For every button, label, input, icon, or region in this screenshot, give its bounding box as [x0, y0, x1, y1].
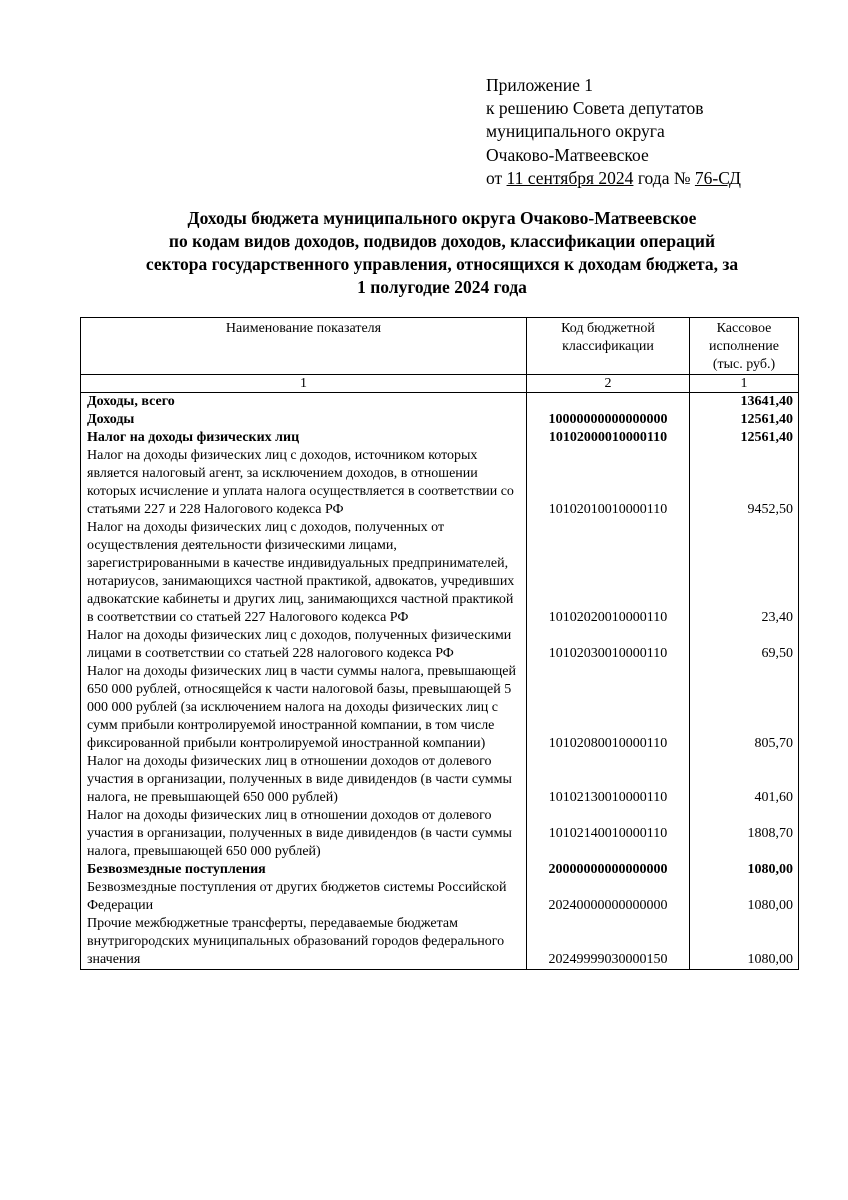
row-amount: 9452,50	[690, 447, 799, 519]
table-row	[81, 807, 799, 861]
row-name: Доходы	[81, 411, 527, 429]
row-name: Налог на доходы физических лиц с доходов, полученных от осуществления деятельности физическими лицами, зарегистрированными в качестве индивидуальных предпринимателей, нотариусов, занимающихся частной практикой, адвокатов, учредивших адвокатские кабинеты и других лиц, занимающихся частной практикой в соответствии со статьей 227 Налогового кодекса РФ	[81, 519, 527, 627]
table-row	[81, 393, 799, 412]
row-code: 10102010010000110	[527, 447, 690, 519]
row-name: Доходы, всего	[81, 393, 527, 412]
table-body	[81, 393, 799, 970]
income-table	[80, 317, 799, 970]
row-name: Безвозмездные поступления от других бюджетов системы Российской Федерации	[81, 879, 527, 915]
row-amount: 23,40	[690, 519, 799, 627]
title-line: 1 полугодие 2024 года	[357, 277, 527, 297]
row-code: 10102080010000110	[527, 663, 690, 753]
row-amount: 69,50	[690, 627, 799, 663]
appendix-line: Приложение 1	[486, 75, 594, 95]
appendix-line: муниципального округа	[486, 121, 665, 142]
date-number-separator: года №	[633, 167, 695, 188]
table-row	[81, 663, 799, 753]
header-name: Наименование показателя	[81, 318, 527, 375]
title-line: сектора государственного управления, относящихся к доходам бюджета, за	[145, 254, 739, 274]
column-number: 1	[81, 375, 527, 393]
date-prefix: от	[486, 167, 507, 188]
table-row	[81, 861, 799, 879]
row-code: 10102130010000110	[527, 753, 690, 807]
table-row	[81, 879, 799, 915]
header-amount: Кассовое исполнение (тыс. руб.)	[690, 318, 799, 375]
header-code: Код бюджетной классификации	[527, 318, 690, 375]
row-name: Налог на доходы физических лиц в части суммы налога, превышающей 650 000 рублей, относящейся к части налоговой базы, превышающей 5 000 000 рублей (за исключением налога на доходы физических лиц с сумм прибыли контролируемой иностранной компании, в том числе фиксированной прибыли контролируемой иностранной компании)	[81, 663, 527, 753]
row-code: 20000000000000000	[527, 861, 690, 879]
row-amount: 1808,70	[690, 807, 799, 861]
row-amount: 12561,40	[690, 411, 799, 429]
table-row	[81, 519, 799, 627]
appendix-line: к решению Совета депутатов	[486, 98, 704, 119]
row-code: 10102140010000110	[527, 807, 690, 861]
row-amount: 805,70	[690, 663, 799, 753]
row-code: 10102020010000110	[527, 519, 690, 627]
row-code: 10102030010000110	[527, 627, 690, 663]
table-row	[81, 411, 799, 429]
row-name: Налог на доходы физических лиц с доходов, полученных физическими лицами в соответствии со статьей 228 налогового кодекса РФ	[81, 627, 527, 663]
appendix-line: Очаково-Матвеевское	[486, 144, 649, 165]
row-name: Налог на доходы физических лиц в отношении доходов от долевого участия в организации, полученных в виде дивидендов (в части суммы налога, превышающей 650 000 рублей)	[81, 807, 527, 861]
table-row	[81, 447, 799, 519]
title-line: Доходы бюджета муниципального округа Очаково-Матвеевское	[187, 208, 697, 228]
appendix-block	[486, 74, 741, 190]
row-code: 20240000000000000	[527, 879, 690, 915]
row-code: 20249999030000150	[527, 915, 690, 970]
row-amount: 13641,40	[690, 393, 799, 412]
table-row	[81, 753, 799, 807]
decision-number: 76-СД	[694, 167, 741, 188]
row-name: Налог на доходы физических лиц в отношении доходов от долевого участия в организации, полученных в виде дивидендов (в части суммы налога, не превышающей 650 000 рублей)	[81, 753, 527, 807]
row-amount: 12561,40	[690, 429, 799, 447]
column-number: 2	[527, 375, 690, 393]
row-code: 10000000000000000	[527, 411, 690, 429]
document-title	[84, 207, 800, 299]
table-row	[81, 915, 799, 970]
row-amount: 1080,00	[690, 861, 799, 879]
row-name: Безвозмездные поступления	[81, 861, 527, 879]
row-code	[527, 393, 690, 412]
row-amount: 1080,00	[690, 915, 799, 970]
row-amount: 1080,00	[690, 879, 799, 915]
row-name: Прочие межбюджетные трансферты, передаваемые бюджетам внутригородских муниципальных образований городов федерального значения	[81, 915, 527, 970]
row-code: 10102000010000110	[527, 429, 690, 447]
title-line: по кодам видов доходов, подвидов доходов, классификации операций	[168, 231, 716, 251]
row-amount: 401,60	[690, 753, 799, 807]
column-number: 1	[690, 375, 799, 393]
row-name: Налог на доходы физических лиц с доходов, источником которых является налоговый агент, за исключением доходов, в отношении которых исчисление и уплата налога осуществляется в соответствии со статьями 227 и 228 Налогового кодекса РФ	[81, 447, 527, 519]
table-row	[81, 429, 799, 447]
row-name: Налог на доходы физических лиц	[81, 429, 527, 447]
decision-date: 11 сентября 2024	[506, 167, 634, 188]
decision-date-line	[486, 167, 741, 190]
table-row	[81, 627, 799, 663]
